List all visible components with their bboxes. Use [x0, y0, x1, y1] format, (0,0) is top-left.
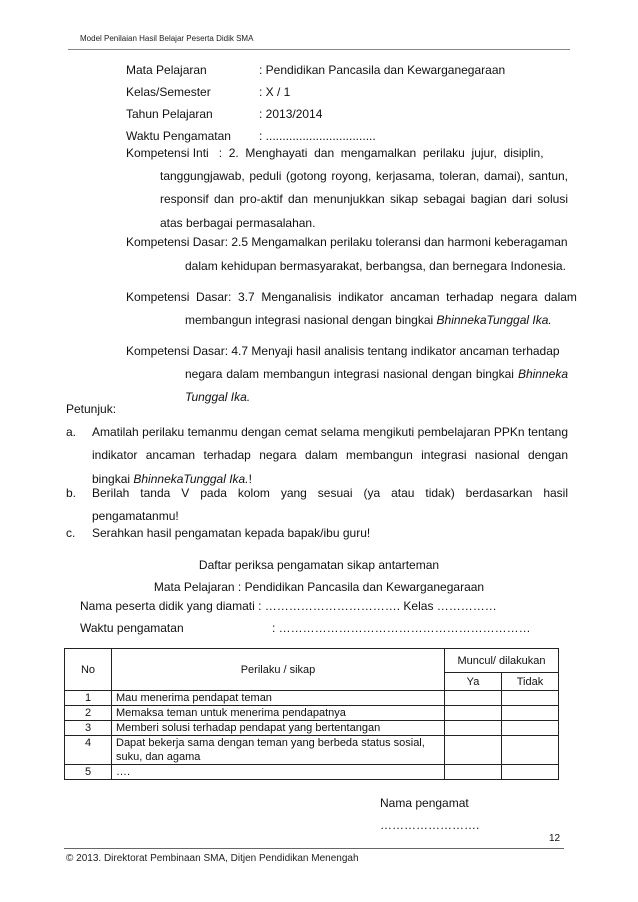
kd-4-7-continuation — [185, 363, 568, 410]
checklist-table — [64, 648, 559, 780]
kd-3-7-continuation — [185, 309, 568, 332]
petunjuk-title: Petunjuk: — [66, 402, 117, 416]
check-no-cell[interactable] — [502, 721, 559, 736]
info-value: : X / 1 — [259, 85, 291, 99]
info-label: Tahun Pelajaran — [126, 107, 213, 121]
observation-time-label: Waktu pengamatan — [80, 621, 184, 635]
row-behavior: Mau menerima pendapat teman — [112, 691, 445, 706]
petunjuk-item-c — [92, 522, 568, 545]
col-header-no-answer: Tidak — [502, 673, 559, 691]
petunjuk-tail: ! — [248, 471, 252, 486]
info-label: Waktu Pengamatan — [126, 129, 231, 143]
row-number: 4 — [65, 736, 112, 765]
table-row — [65, 721, 559, 736]
check-no-cell[interactable] — [502, 765, 559, 780]
col-header-yes: Ya — [445, 673, 502, 691]
list-marker: a. — [66, 425, 77, 439]
kd-text: dalam kehidupan bermasyarakat, berbangsa, dan bernegara Indonesia. — [185, 259, 566, 273]
check-yes-cell[interactable] — [445, 765, 502, 780]
check-yes-cell[interactable] — [445, 736, 502, 765]
info-value: : ................................. — [259, 129, 376, 143]
footer-divider — [64, 848, 564, 849]
checklist-title: Daftar periksa pengamatan sikap antarteman — [198, 558, 440, 572]
info-label: Mata Pelajaran — [126, 63, 207, 77]
kd-text: membangun integrasi nasional dengan bingkai — [185, 313, 437, 327]
observed-student-line: Nama peserta didik yang diamati : ……………………………. Kelas …………… — [80, 599, 497, 613]
row-behavior: Memaksa teman untuk menerima pendapatnya — [112, 706, 445, 721]
col-header-observed: Muncul/ dilakukan — [445, 649, 559, 673]
row-number: 2 — [65, 706, 112, 721]
kd-text: negara dalam membangun integrasi nasional dengan bingkai — [185, 367, 518, 381]
petunjuk-text: Amatilah perilaku temanmu dengan cemat selama mengikuti pembelajaran PPKn tentang indikator ancaman terhadap negara dalam membangun integrasi nasional dengan bingkai — [92, 425, 568, 486]
row-behavior: …. — [112, 765, 445, 780]
petunjuk-item-a — [92, 421, 568, 491]
row-number: 3 — [65, 721, 112, 736]
info-row-year — [126, 106, 322, 122]
table-row — [65, 765, 559, 780]
row-behavior: Dapat bekerja sama dengan teman yang berbeda status sosial, suku, dan agama — [112, 736, 445, 765]
check-no-cell[interactable] — [502, 736, 559, 765]
list-marker: b. — [66, 486, 77, 500]
check-yes-cell[interactable] — [445, 706, 502, 721]
col-header-behavior: Perilaku / sikap — [112, 649, 445, 691]
list-marker: c. — [66, 526, 76, 540]
info-row-class — [126, 84, 290, 100]
petunjuk-italic: BhinnekaTunggal Ika. — [133, 471, 249, 486]
check-no-cell[interactable] — [502, 706, 559, 721]
row-number: 5 — [65, 765, 112, 780]
table-row — [65, 691, 559, 706]
check-yes-cell[interactable] — [445, 721, 502, 736]
info-label: Kelas/Semester — [126, 85, 211, 99]
ki-lead: Kompetensi Inti : 2. Menghayati dan mengamalkan perilaku jujur, disiplin, — [126, 146, 544, 160]
row-behavior: Memberi solusi terhadap pendapat yang bertentangan — [112, 721, 445, 736]
row-number: 1 — [65, 691, 112, 706]
kd-2-5-lead: Kompetensi Dasar: 2.5 Mengamalkan perilaku toleransi dan harmoni keberagaman — [126, 235, 568, 249]
petunjuk-text: Berilah tanda V pada kolom yang sesuai (ya atau tidak) berdasarkan hasil pengamatanmu! — [92, 486, 568, 524]
info-value: : 2013/2014 — [259, 107, 323, 121]
kd-italic-text: Bhinneka Tunggal Ika. — [185, 367, 568, 405]
petunjuk-text: Serahkan hasil pengamatan kepada bapak/ibu guru! — [92, 526, 371, 540]
info-row-subject — [126, 62, 505, 78]
info-value: : Pendidikan Pancasila dan Kewarganegaraan — [259, 63, 506, 77]
ki-continuation: tanggungjawab, peduli (gotong royong, kerjasama, toleran, damai), santun, responsif dan pro-aktif dan menunjukkan sikap sebagai bagian dari solusi atas berbagai permasalahan. — [160, 169, 568, 230]
check-no-cell[interactable] — [502, 691, 559, 706]
table-row — [65, 736, 559, 765]
checklist-subtitle: Mata Pelajaran : Pendidikan Pancasila dan Kewarganegaraan — [153, 580, 485, 594]
header-divider — [68, 49, 570, 50]
observer-name-line: ……………………. — [380, 818, 480, 832]
page-number: 12 — [549, 833, 561, 844]
footer-copyright: © 2013. Direktorat Pembinaan SMA, Ditjen Pendidikan Menengah — [66, 853, 359, 864]
observation-time-value: : ……………………………………………………… — [272, 621, 531, 635]
observer-name-label: Nama pengamat — [380, 796, 469, 810]
kd-4-7-lead: Kompetensi Dasar: 4.7 Menyaji hasil analisis tentang indikator ancaman terhadap — [126, 344, 560, 358]
kd-italic-text: BhinnekaTunggal Ika. — [436, 313, 552, 327]
kd-2-5-continuation — [185, 255, 568, 278]
table-row — [65, 706, 559, 721]
page-header-title: Model Penilaian Hasil Belajar Peserta Didik SMA — [80, 34, 254, 43]
col-header-no: No — [65, 649, 112, 691]
kd-3-7-lead: Kompetensi Dasar: 3.7 Menganalisis indikator ancaman terhadap negara dalam — [126, 290, 577, 304]
check-yes-cell[interactable] — [445, 691, 502, 706]
